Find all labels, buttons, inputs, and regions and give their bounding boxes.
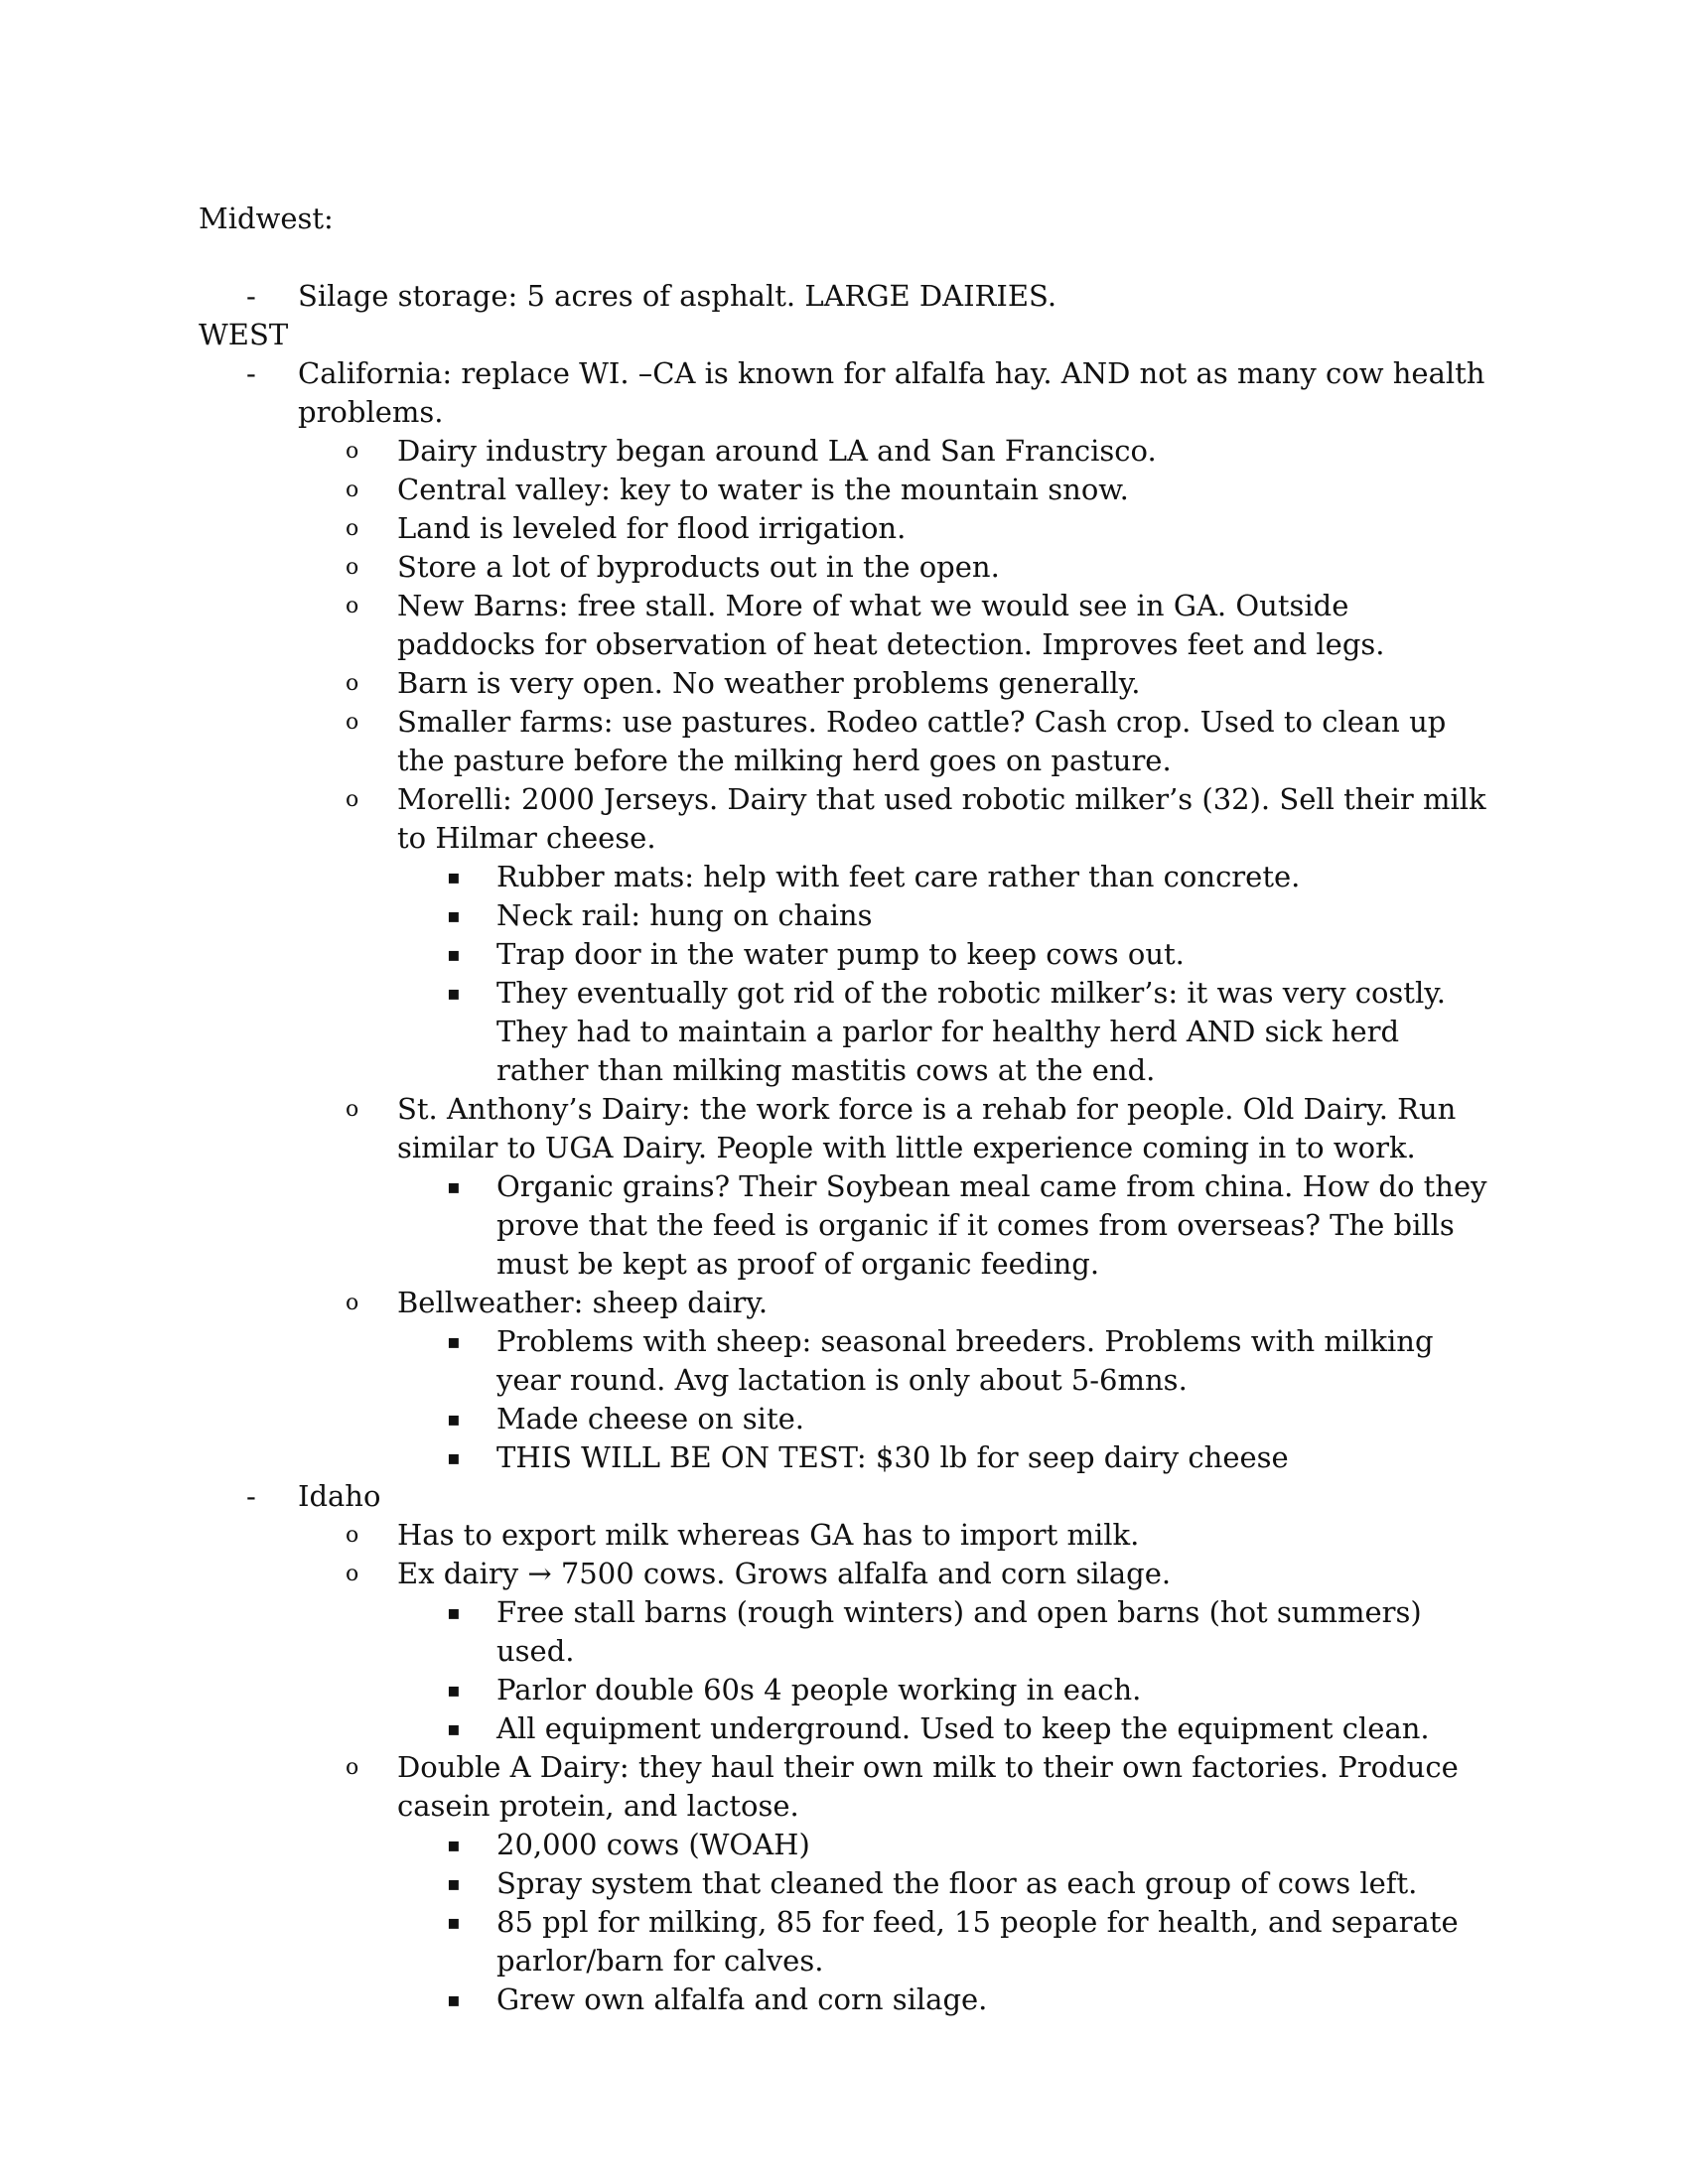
square-bullet: ▪ — [447, 1174, 461, 1198]
dash-bullet: - — [246, 1479, 256, 1513]
circle-bullet: o — [346, 787, 359, 812]
list-item: ▪ Free stall barns (rough winters) and open barns (hot summers) used. — [447, 1595, 1422, 1668]
circle-bullet: o — [346, 1097, 359, 1122]
list-item: o New Barns: free stall. More of what we would see in GA. Outside paddocks for observation of heat detection. Improves feet and legs. — [346, 589, 1385, 661]
list-item: ▪ THIS WILL BE ON TEST: $30 lb for seep dairy cheese — [199, 1438, 1489, 1477]
square-bullet: ▪ — [447, 1910, 461, 1934]
list-item-bellweather: o Bellweather: sheep dairy. — [199, 1284, 1489, 1322]
list-item: ▪ Trap door in the water pump to keep cows out. — [199, 935, 1489, 974]
list-item: o Store a lot of byproducts out in the open. — [199, 548, 1489, 587]
square-bullet: ▪ — [447, 1987, 461, 2011]
list-item: ▪ Rubber mats: help with feet care rather than concrete. — [199, 858, 1489, 896]
list-item: ▪ Grew own alfalfa and corn silage. — [199, 1980, 1489, 2019]
square-bullet: ▪ — [447, 1716, 461, 1740]
square-bullet: ▪ — [447, 1871, 461, 1895]
square-bullet: ▪ — [447, 942, 461, 966]
list-item-ex-dairy: o Ex dairy → 7500 cows. Grows alfalfa and corn silage. — [199, 1555, 1489, 1593]
square-bullet: ▪ — [447, 1600, 461, 1624]
blank-line — [199, 238, 1489, 277]
square-bullet: ▪ — [447, 1407, 461, 1431]
square-bullet: ▪ — [447, 903, 461, 927]
circle-bullet: o — [346, 671, 359, 696]
list-item: ▪ 85 ppl for milking, 85 for feed, 15 people for health, and separate parlor/barn for calves. — [447, 1905, 1459, 1978]
circle-bullet: o — [346, 1562, 359, 1586]
circle-bullet: o — [346, 478, 359, 502]
list-item-california: - California: replace WI. –CA is known for alfalfa hay. AND not as many cow health problems. — [246, 356, 1485, 429]
list-item: ▪ Organic grains? Their Soybean meal came from china. How do they prove that the feed is organic if it comes from overseas? The bills must be kept as proof of organic feeding. — [447, 1169, 1487, 1281]
list-item-st-anthony: o St. Anthony’s Dairy: the work force is a rehab for people. Old Dairy. Run similar to UGA Dairy. People with little experience coming in to work. — [346, 1092, 1457, 1164]
square-bullet: ▪ — [447, 1329, 461, 1353]
square-bullet: ▪ — [447, 1678, 461, 1702]
list-item-double-a-dairy: o Double A Dairy: they haul their own milk to their own factories. Produce casein protein, and lactose. — [346, 1750, 1459, 1823]
dash-bullet: - — [246, 356, 256, 390]
list-item: ▪ 20,000 cows (WOAH) — [199, 1826, 1489, 1864]
circle-bullet: o — [346, 555, 359, 580]
notes-body — [199, 200, 1489, 2019]
square-bullet: ▪ — [447, 1445, 461, 1469]
list-item-morelli: o Morelli: 2000 Jerseys. Dairy that used robotic milker’s (32). Sell their milk to Hilmar cheese. — [346, 782, 1486, 855]
list-item: o Barn is very open. No weather problems generally. — [199, 664, 1489, 703]
list-item: o Has to export milk whereas GA has to import milk. — [199, 1516, 1489, 1555]
list-item: ▪ Problems with sheep: seasonal breeders. Problems with milking year round. Avg lactation is only about 5-6mns. — [447, 1324, 1434, 1397]
list-item-idaho: - Idaho — [199, 1477, 1489, 1516]
square-bullet: ▪ — [447, 865, 461, 888]
list-item: ▪ Neck rail: hung on chains — [199, 896, 1489, 935]
list-item: o Land is leveled for flood irrigation. — [199, 509, 1489, 548]
circle-bullet: o — [346, 516, 359, 541]
dash-bullet: - — [246, 279, 256, 313]
list-item: o Dairy industry began around LA and San Francisco. — [199, 432, 1489, 471]
list-item: ▪ Spray system that cleaned the floor as each group of cows left. — [199, 1864, 1489, 1903]
list-item: ▪ They eventually got rid of the robotic milker’s: it was very costly. They had to maintain a parlor for healthy herd AND sick herd rather than milking mastitis cows at the end. — [447, 976, 1446, 1087]
circle-bullet: o — [346, 1755, 359, 1780]
list-item: ▪ All equipment underground. Used to keep the equipment clean. — [199, 1709, 1489, 1748]
square-bullet: ▪ — [447, 981, 461, 1005]
list-item: o Smaller farms: use pastures. Rodeo cattle? Cash crop. Used to clean up the pasture before the milking herd goes on pasture. — [346, 705, 1447, 777]
heading-midwest: Midwest: — [199, 202, 334, 235]
circle-bullet: o — [346, 1291, 359, 1315]
list-item: o Central valley: key to water is the mountain snow. — [199, 471, 1489, 509]
circle-bullet: o — [346, 1523, 359, 1548]
square-bullet: ▪ — [447, 1833, 461, 1856]
circle-bullet: o — [346, 439, 359, 464]
heading-west: WEST — [199, 318, 289, 351]
list-item: ▪ Parlor double 60s 4 people working in each. — [199, 1671, 1489, 1709]
list-item: - Silage storage: 5 acres of asphalt. LARGE DAIRIES. — [199, 277, 1489, 316]
list-item: ▪ Made cheese on site. — [199, 1400, 1489, 1438]
circle-bullet: o — [346, 594, 359, 618]
circle-bullet: o — [346, 710, 359, 735]
